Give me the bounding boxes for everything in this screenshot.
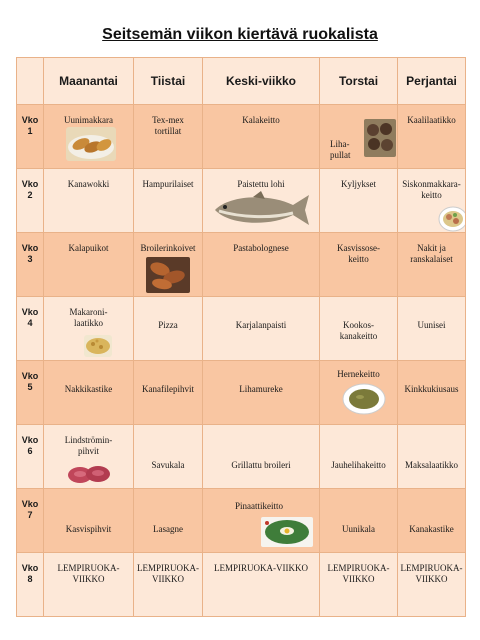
meal-name: Pinaattikeitto	[235, 501, 283, 511]
meal-cell	[398, 105, 466, 169]
meal-name: LEMPIRUOKA-	[57, 563, 120, 573]
meal-cell	[134, 425, 203, 489]
meal-name: Uunimakkara	[64, 115, 113, 125]
meal-cell	[44, 105, 134, 169]
meal-cell	[398, 489, 466, 553]
week-row-1	[17, 105, 466, 169]
meal-cell	[44, 361, 134, 425]
week-label: Vko 2	[17, 169, 44, 233]
meal-cell	[44, 297, 134, 361]
meal-name: Nakit ja	[417, 243, 446, 253]
meal-name: Kaalilaatikko	[407, 115, 456, 125]
meal-name: Kanafilepihvit	[142, 384, 194, 394]
day-header-thursday: Torstai	[320, 58, 398, 105]
meal-cell	[134, 297, 203, 361]
meal-cell	[134, 169, 203, 233]
meal-cell	[320, 425, 398, 489]
day-header-tuesday: Tiistai	[134, 58, 203, 105]
day-header-friday: Perjantai	[398, 58, 466, 105]
meal-cell	[134, 553, 203, 617]
meal-name: pullat	[330, 150, 351, 160]
week-row-8	[17, 553, 466, 617]
pea-soup-photo	[342, 383, 386, 415]
meal-name: Nakkikastike	[64, 384, 113, 394]
meal-name: VIIKKO	[152, 574, 184, 584]
meal-name: keitto	[348, 254, 369, 264]
meal-cell	[44, 489, 134, 553]
meal-cell	[134, 105, 203, 169]
meal-name: Uunisei	[417, 320, 446, 330]
meal-cell	[44, 553, 134, 617]
meal-cell	[320, 489, 398, 553]
meal-cell	[398, 297, 466, 361]
meal-name: Kasvispihvit	[65, 524, 112, 534]
meatballs-photo	[364, 119, 396, 157]
meal-name: Kinkkukiusaus	[404, 384, 459, 394]
meal-cell	[398, 169, 466, 233]
meal-name: Siskonmakkara-	[402, 179, 461, 189]
meal-cell	[44, 233, 134, 297]
week-row-5	[17, 361, 466, 425]
sausage-bake-photo	[66, 127, 116, 161]
menu-table	[16, 57, 466, 617]
meal-cell	[320, 361, 398, 425]
spinach-soup-photo	[261, 517, 313, 547]
meal-name: Grillattu broileri	[231, 460, 291, 470]
meal-name: Karjalanpaisti	[235, 320, 287, 330]
week-label: Vko 1	[17, 105, 44, 169]
meal-name: Maksalaatikko	[405, 460, 458, 470]
meal-cell	[134, 233, 203, 297]
chicken-drumsticks-photo	[146, 257, 190, 293]
meal-name: Kanakastike	[409, 524, 454, 534]
meal-cell	[203, 553, 320, 617]
meal-cell	[203, 233, 320, 297]
salmon-photo	[209, 191, 313, 229]
day-header-wednesday: Keski-viikko	[203, 58, 320, 105]
meal-name: LEMPIRUOKA-VIIKKO	[214, 563, 308, 573]
meal-name: tortillat	[154, 126, 182, 136]
meal-name: Kalakeitto	[242, 115, 280, 125]
meal-name: Broilerinkoivet	[140, 243, 196, 253]
meal-cell	[134, 361, 203, 425]
meal-name: Lasagne	[153, 524, 183, 534]
meal-name: Lihamureke	[239, 384, 283, 394]
week-row-4	[17, 297, 466, 361]
week-row-3	[17, 233, 466, 297]
meal-name: Tex-mex	[152, 115, 184, 125]
meal-name: Jauhelihakeitto	[331, 460, 386, 470]
meal-cell	[398, 553, 466, 617]
meal-name: Liha-	[330, 139, 350, 149]
meal-cell	[203, 425, 320, 489]
meal-name: laatikko	[74, 318, 103, 328]
header-row	[17, 58, 466, 105]
meal-cell	[320, 169, 398, 233]
meal-name: VIIKKO	[72, 574, 105, 584]
meal-cell	[320, 233, 398, 297]
meal-name: LEMPIRUOKA-	[327, 563, 390, 573]
meal-name: LEMPIRUOKA-	[400, 563, 463, 573]
macaroni-casserole-photo	[84, 335, 112, 357]
meal-name: Kookos-	[343, 320, 374, 330]
meal-name: Pastabolognese	[233, 243, 289, 253]
meal-cell	[320, 297, 398, 361]
meal-name: Savukala	[151, 460, 185, 470]
meal-cell	[320, 553, 398, 617]
meal-name: Kanawokki	[67, 179, 110, 189]
week-label: Vko 6	[17, 425, 44, 489]
week-label: Vko 5	[17, 361, 44, 425]
corner-cell	[17, 58, 44, 105]
meal-cell	[203, 169, 320, 233]
week-row-2	[17, 169, 466, 233]
meal-cell	[398, 425, 466, 489]
meal-cell	[203, 361, 320, 425]
week-label: Vko 3	[17, 233, 44, 297]
meal-cell	[203, 105, 320, 169]
meal-name: Paistettu lohi	[237, 179, 285, 189]
lindstrom-patties-photo	[66, 463, 112, 485]
sausage-soup-photo	[438, 205, 466, 233]
meal-name: Kasvissose-	[337, 243, 380, 253]
meal-name: Kyljykset	[341, 179, 376, 189]
meal-name: ranskalaiset	[410, 254, 453, 264]
meal-name: Lindströmin-	[64, 435, 113, 445]
meal-name: VIIKKO	[415, 574, 448, 584]
meal-cell	[134, 489, 203, 553]
week-label: Vko 8	[17, 553, 44, 617]
meal-name: VIIKKO	[342, 574, 375, 584]
week-label: Vko 4	[17, 297, 44, 361]
meal-cell	[203, 489, 320, 553]
week-row-6	[17, 425, 466, 489]
meal-name: Kalapuikot	[68, 243, 109, 253]
meal-cell	[398, 233, 466, 297]
meal-name: keitto	[421, 190, 442, 200]
meal-cell	[44, 425, 134, 489]
meal-name: kanakeitto	[339, 331, 378, 341]
meal-name: Hernekeitto	[337, 369, 380, 379]
meal-cell	[203, 297, 320, 361]
meal-cell	[398, 361, 466, 425]
page-title: Seitsemän viikon kiertävä ruokalista	[102, 26, 378, 43]
week-row-7	[17, 489, 466, 553]
meal-name: Pizza	[158, 320, 178, 330]
meal-name: pihvit	[77, 446, 99, 456]
meal-name: Makaroni-	[69, 307, 108, 317]
day-header-monday: Maanantai	[44, 58, 134, 105]
meal-cell	[44, 169, 134, 233]
week-label: Vko 7	[17, 489, 44, 553]
meal-name: LEMPIRUOKA-	[137, 563, 199, 573]
meal-cell	[320, 105, 398, 169]
meal-name: Hampurilaiset	[142, 179, 194, 189]
meal-name: Uunikala	[342, 524, 375, 534]
